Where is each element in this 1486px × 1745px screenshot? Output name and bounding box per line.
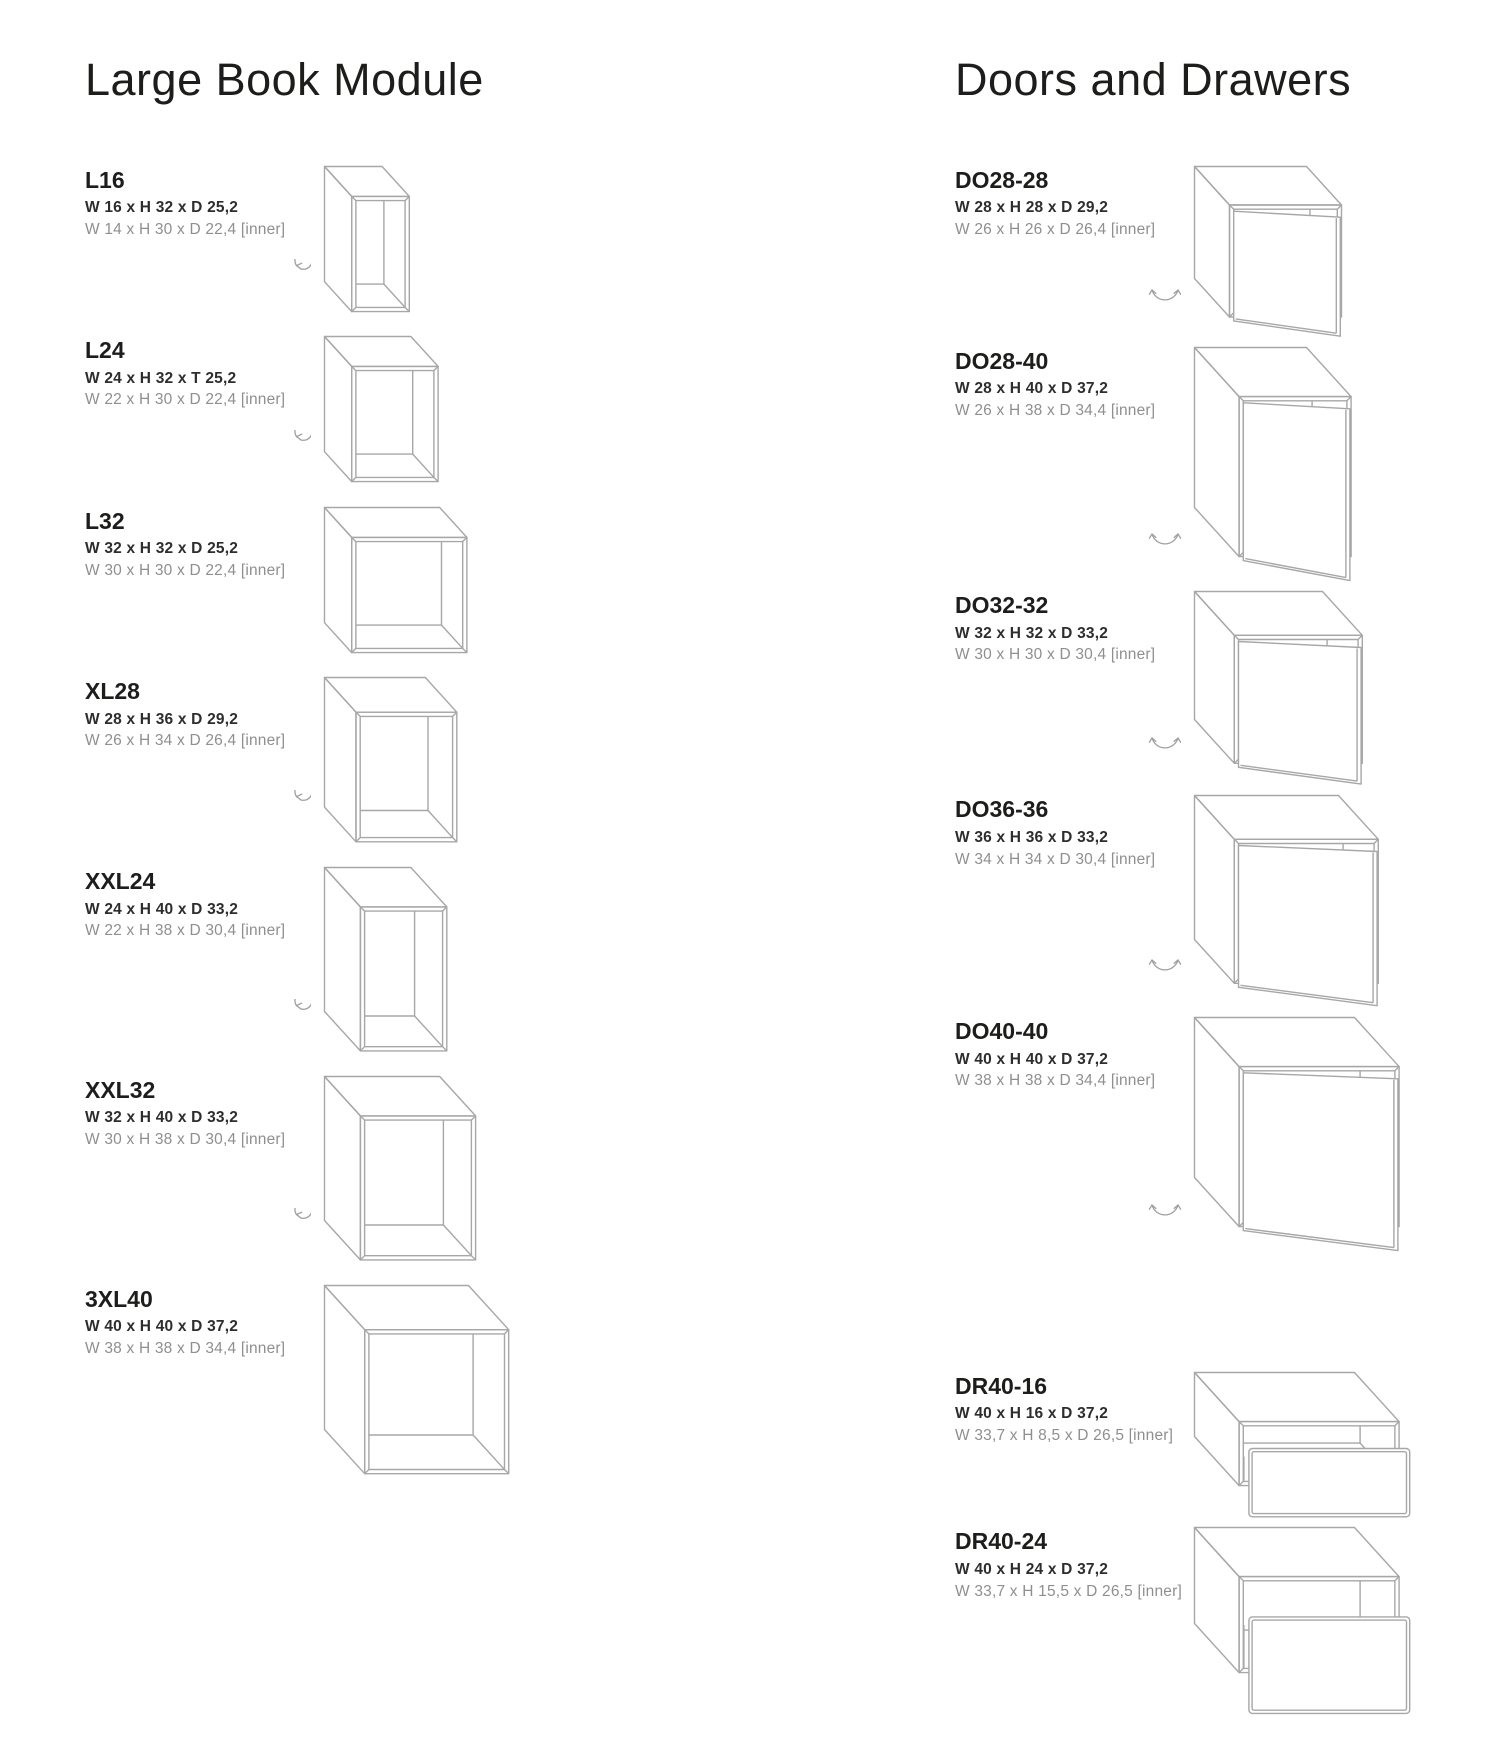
module-code: L32 [85, 507, 125, 534]
module-illustration-area [1193, 590, 1364, 788]
module-outer-dims: W 28 x H 28 x D 29,2 [955, 198, 1109, 216]
module-inner-dims: W 30 x H 30 x D 22,4 [inner] [85, 561, 286, 579]
swing-arrow-icon [1147, 1197, 1183, 1219]
module-inner-dims: W 33,7 x H 15,5 x D 26,5 [inner] [955, 1582, 1182, 1600]
module-row [955, 1526, 1475, 1717]
module-label [955, 794, 1193, 870]
module-row [955, 1371, 1475, 1521]
module-illustration [323, 676, 458, 844]
module-row [85, 506, 665, 655]
module-illustration [323, 866, 448, 1053]
module-code: 3XL40 [85, 1285, 153, 1312]
module-row [85, 1284, 665, 1476]
module-illustration [1193, 1526, 1413, 1717]
swing-arrow-icon [1147, 730, 1183, 752]
module-inner-dims: W 30 x H 38 x D 30,4 [inner] [85, 1131, 286, 1149]
module-illustration [323, 1075, 477, 1262]
module-label [85, 335, 323, 411]
module-outer-dims: W 36 x H 36 x D 33,2 [955, 828, 1109, 846]
module-outer-dims: W 24 x H 32 x T 25,2 [85, 369, 237, 387]
module-inner-dims: W 26 x H 26 x D 26,4 [inner] [955, 220, 1156, 238]
module-outer-dims: W 32 x H 32 x D 33,2 [955, 624, 1109, 642]
module-row [955, 165, 1475, 340]
module-illustration-area [1193, 1016, 1401, 1255]
module-inner-dims: W 33,7 x H 8,5 x D 26,5 [inner] [955, 1426, 1174, 1444]
module-illustration-area [1193, 346, 1353, 585]
module-label [85, 1075, 323, 1151]
module-code: DR40-16 [955, 1372, 1048, 1399]
module-label [955, 165, 1193, 241]
module-outer-dims: W 32 x H 32 x D 25,2 [85, 540, 239, 558]
module-inner-dims: W 14 x H 30 x D 22,4 [inner] [85, 220, 286, 238]
module-inner-dims: W 22 x H 30 x D 22,4 [inner] [85, 391, 286, 409]
module-illustration [1193, 165, 1343, 340]
module-outer-dims: W 40 x H 40 x D 37,2 [955, 1050, 1109, 1068]
module-outer-dims: W 28 x H 36 x D 29,2 [85, 710, 239, 728]
module-code: L16 [85, 166, 125, 193]
module-outer-dims: W 16 x H 32 x D 25,2 [85, 198, 239, 216]
swing-arrow-icon [1147, 526, 1183, 548]
module-code: DO36-36 [955, 796, 1049, 823]
module-code: DO40-40 [955, 1018, 1049, 1045]
rotate-arrow-icon [281, 1208, 311, 1238]
module-row [85, 676, 665, 844]
item-list [955, 165, 1475, 1718]
module-label [955, 346, 1193, 422]
module-illustration-area [323, 165, 411, 314]
module-label [955, 1016, 1193, 1092]
module-row [955, 1016, 1475, 1255]
rotate-arrow-icon [281, 999, 311, 1029]
module-illustration-area [1193, 165, 1343, 340]
module-label [955, 1371, 1193, 1447]
module-illustration [323, 335, 440, 484]
module-code: XL28 [85, 678, 140, 705]
module-inner-dims: W 38 x H 38 x D 34,4 [inner] [85, 1339, 286, 1357]
module-code: DR40-24 [955, 1528, 1048, 1555]
module-inner-dims: W 26 x H 38 x D 34,4 [inner] [955, 401, 1156, 419]
rotate-arrow-icon [281, 259, 311, 289]
swing-arrow-icon [1147, 282, 1183, 304]
module-illustration [1193, 346, 1353, 585]
module-label [955, 590, 1193, 666]
module-label [955, 1526, 1193, 1602]
column-doors-and-drawers [955, 55, 1475, 1724]
module-label [85, 866, 323, 942]
module-illustration [1193, 1016, 1401, 1255]
module-label [85, 676, 323, 752]
module-inner-dims: W 38 x H 38 x D 34,4 [inner] [955, 1072, 1156, 1090]
module-illustration-area [323, 335, 440, 484]
module-row [85, 335, 665, 484]
module-code: DO28-28 [955, 166, 1049, 193]
swing-arrow-icon [1147, 952, 1183, 974]
module-row [85, 866, 665, 1053]
module-outer-dims: W 32 x H 40 x D 33,2 [85, 1109, 239, 1127]
module-illustration-area [323, 1075, 477, 1262]
module-code: DO28-40 [955, 347, 1049, 374]
module-row [955, 346, 1475, 585]
module-label [85, 506, 323, 582]
module-inner-dims: W 22 x H 38 x D 30,4 [inner] [85, 922, 286, 940]
module-outer-dims: W 40 x H 24 x D 37,2 [955, 1560, 1109, 1578]
module-illustration-area [1193, 794, 1380, 1010]
module-illustration [323, 506, 468, 655]
module-illustration-area [323, 676, 458, 844]
module-illustration [323, 1284, 510, 1476]
module-outer-dims: W 24 x H 40 x D 33,2 [85, 900, 239, 918]
module-illustration-area [323, 506, 468, 655]
module-label [85, 1284, 323, 1360]
module-illustration-area [1193, 1371, 1413, 1521]
module-illustration [323, 165, 411, 314]
module-row [85, 165, 665, 314]
module-illustration-area [323, 1284, 510, 1476]
module-outer-dims: W 40 x H 40 x D 37,2 [85, 1318, 239, 1336]
rotate-arrow-icon [281, 430, 311, 460]
module-row [85, 1075, 665, 1262]
module-illustration [1193, 590, 1364, 788]
module-row [955, 794, 1475, 1010]
module-illustration [1193, 794, 1380, 1010]
module-illustration-area [1193, 1526, 1413, 1717]
module-row [955, 590, 1475, 788]
module-outer-dims: W 40 x H 16 x D 37,2 [955, 1405, 1109, 1423]
column-title: Doors and Drawers [955, 54, 1352, 105]
module-code: XXL32 [85, 1076, 156, 1103]
item-list [85, 165, 665, 1476]
module-code: L24 [85, 337, 125, 364]
rotate-arrow-icon [281, 790, 311, 820]
module-label [85, 165, 323, 241]
module-code: DO32-32 [955, 592, 1049, 619]
module-outer-dims: W 28 x H 40 x D 37,2 [955, 380, 1109, 398]
module-illustration [1193, 1371, 1413, 1521]
module-inner-dims: W 34 x H 34 x D 30,4 [inner] [955, 850, 1156, 868]
module-inner-dims: W 26 x H 34 x D 26,4 [inner] [85, 732, 286, 750]
column-large-book-module [85, 55, 665, 1498]
module-code: XXL24 [85, 868, 156, 895]
column-title: Large Book Module [85, 54, 484, 105]
module-illustration-area [323, 866, 448, 1053]
module-inner-dims: W 30 x H 30 x D 30,4 [inner] [955, 646, 1156, 664]
